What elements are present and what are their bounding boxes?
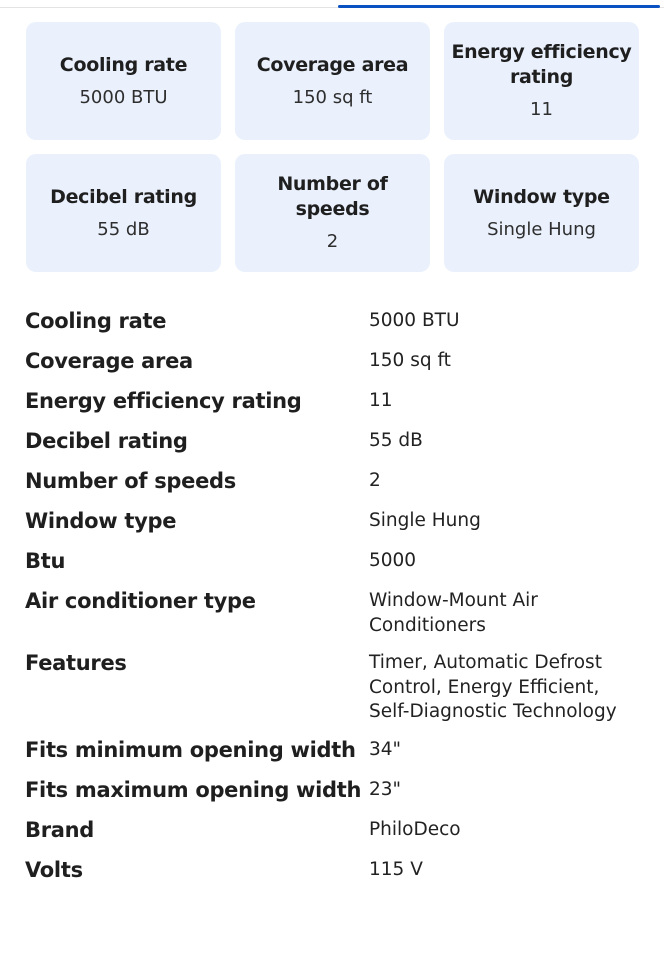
spec-row-features	[25, 649, 640, 725]
spec-label: Btu	[25, 549, 66, 573]
spec-value: 150 sq ft	[369, 350, 451, 371]
specifications-table	[25, 307, 640, 896]
spec-value: 11	[369, 390, 393, 411]
spec-value: 23"	[369, 778, 402, 800]
spec-label: Brand	[25, 817, 95, 842]
spec-card-title: Energy efficiency rating	[451, 41, 632, 88]
spec-card-title: Coverage area	[256, 53, 409, 76]
spec-row-coverage-area	[25, 347, 640, 376]
spec-card-title: Decibel rating	[50, 185, 197, 208]
key-spec-cards	[26, 22, 638, 272]
spec-value: 2	[369, 470, 381, 491]
spec-row-decibel-rating	[25, 427, 640, 456]
spec-value: 34"	[369, 738, 402, 760]
spec-value: 5000 BTU	[369, 310, 460, 331]
spec-label: Decibel rating	[25, 429, 188, 453]
spec-row-fits-minimum-opening-width	[25, 736, 640, 765]
spec-card-value: Single Hung	[487, 218, 596, 240]
spec-value: 5000	[369, 550, 417, 571]
spec-label: Number of speeds	[25, 469, 236, 493]
spec-card-value: 150 sq ft	[292, 86, 373, 108]
spec-row-cooling-rate	[25, 307, 640, 336]
spec-value: Window-Mount Air Conditioners	[369, 590, 538, 636]
spec-row-fits-maximum-opening-width	[25, 776, 640, 805]
spec-row-air-conditioner-type	[25, 587, 640, 638]
spec-card-value: 11	[530, 99, 553, 120]
spec-label: Window type	[25, 509, 177, 533]
spec-card-title: Window type	[473, 185, 610, 208]
spec-card-title: Number of speeds	[277, 173, 388, 220]
spec-card-cooling-rate	[26, 22, 221, 140]
spec-card-window-type	[444, 154, 639, 272]
spec-label: Fits minimum opening width	[25, 737, 356, 762]
spec-card-value: 2	[326, 231, 339, 252]
spec-value: PhiloDeco	[369, 818, 461, 840]
spec-row-brand	[25, 816, 640, 845]
spec-card-value: 55 dB	[97, 218, 150, 240]
spec-card-decibel-rating	[26, 154, 221, 272]
spec-row-btu	[25, 547, 640, 576]
spec-row-energy-efficiency-rating	[25, 387, 640, 416]
spec-label: Energy efficiency rating	[25, 389, 302, 413]
spec-value: 115 V	[369, 858, 423, 880]
spec-card-coverage-area	[235, 22, 430, 140]
spec-row-window-type	[25, 507, 640, 536]
spec-card-value: 5000 BTU	[79, 86, 168, 108]
spec-row-number-of-speeds	[25, 467, 640, 496]
spec-label: Coverage area	[25, 349, 193, 373]
spec-card-number-of-speeds	[235, 154, 430, 272]
spec-value: Single Hung	[369, 510, 481, 531]
spec-label: Features	[25, 651, 127, 675]
spec-card-title: Cooling rate	[59, 53, 188, 76]
spec-row-volts	[25, 856, 640, 885]
spec-value: Timer, Automatic Defrost Control, Energy Efficient, Self-Diagnostic Technology	[369, 652, 617, 722]
spec-value: 55 dB	[369, 430, 423, 451]
spec-label: Cooling rate	[25, 309, 167, 333]
spec-label: Volts	[25, 857, 83, 882]
spec-label: Fits maximum opening width	[25, 777, 362, 802]
spec-card-energy-efficiency-rating	[444, 22, 639, 140]
spec-label: Air conditioner type	[25, 589, 256, 613]
active-tab-indicator	[338, 5, 660, 8]
